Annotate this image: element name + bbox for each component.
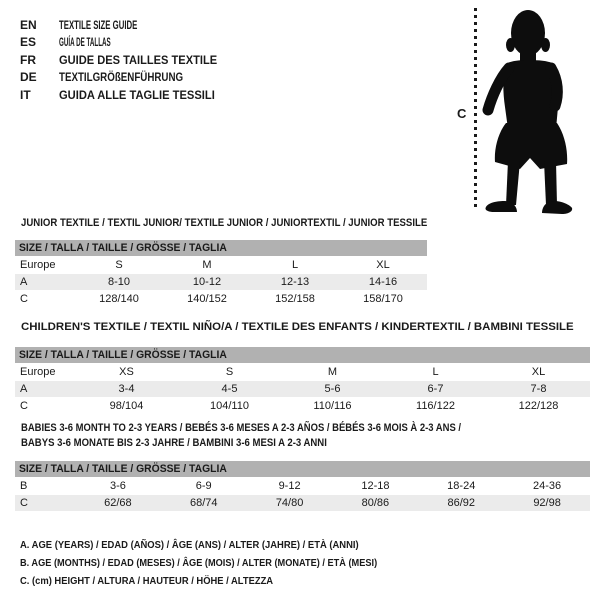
size-cell: 92/98 — [533, 497, 561, 509]
size-header-row — [15, 240, 427, 256]
size-cell: 6-9 — [195, 480, 212, 492]
height-measure-label: C — [457, 106, 467, 121]
size-cell: 110/116 — [313, 400, 352, 412]
legend-a-text: A. AGE (YEARS) / EDAD (AÑOS) / ÂGE (ANS) / ALTER (JAHRE) / ETÀ (ANNI) — [20, 539, 359, 551]
size-header-label: SIZE / TALLA / TAILLE / GRÖSSE / TAGLIA — [19, 349, 227, 361]
language-row-fr — [20, 52, 230, 69]
size-cell: 3-6 — [109, 480, 126, 492]
language-row-de — [20, 69, 230, 86]
table-row-a — [15, 274, 427, 290]
language-label: GUÍA DE TALLAS — [59, 35, 111, 50]
language-code: IT — [20, 87, 31, 102]
table-row-a — [15, 381, 590, 397]
junior-size-table — [15, 240, 427, 308]
baby-ear-left — [506, 38, 515, 52]
size-cell: XL — [531, 366, 546, 378]
babies-size-table — [15, 461, 590, 512]
size-cell: 116/122 — [416, 400, 455, 412]
children-section-title-text: CHILDREN'S TEXTILE / TEXTIL NIÑO/A / TEXTILE DES ENFANTS / KINDERTEXTIL / BAMBINI TESSILE — [21, 321, 574, 333]
size-cell: 5-6 — [324, 383, 341, 395]
legend-b-text: B. AGE (MONTHS) / EDAD (MESES) / ÂGE (MOIS) / ALTER (MONATE) / ETÀ (MESI) — [20, 557, 378, 569]
size-cell: 152/158 — [275, 293, 315, 305]
size-cell: 10-12 — [192, 276, 222, 288]
baby-neck — [520, 47, 536, 63]
size-cell: 18-24 — [447, 480, 476, 492]
size-cell: 9-12 — [278, 480, 301, 492]
size-cell: L — [291, 259, 299, 271]
babies-section-title-line1: BABIES 3-6 MONTH TO 2-3 YEARS / BEBÉS 3-6 MESES A 2-3 AÑOS / BÉBÉS 3-6 MOIS À 2-3 ANS / — [21, 422, 462, 434]
baby-foot-left — [485, 201, 517, 212]
size-cell: S — [225, 366, 234, 378]
size-cell: 4-5 — [221, 383, 238, 395]
size-cell: L — [432, 366, 439, 378]
children-section-title — [21, 320, 574, 335]
size-cell: 104/110 — [210, 400, 249, 412]
language-label: GUIDE DES TAILLES TEXTILE — [59, 52, 218, 67]
baby-head — [511, 10, 545, 56]
language-list — [20, 17, 230, 104]
size-cell: 12-18 — [361, 480, 390, 492]
baby-leg-right — [544, 161, 557, 205]
children-size-table — [15, 347, 590, 415]
size-header-label: SIZE / TALLA / TAILLE / GRÖSSE / TAGLIA — [19, 242, 227, 254]
row-label: Europe — [20, 366, 56, 378]
babies-section-title — [21, 421, 533, 451]
size-cell: M — [327, 366, 338, 378]
legend-c-text: C. (cm) HEIGHT / ALTURA / HAUTEUR / HÖHE / ALTEZZA — [20, 575, 274, 587]
size-cell: 62/68 — [104, 497, 132, 509]
size-cell: 128/140 — [99, 293, 139, 305]
baby-torso — [503, 60, 559, 129]
table-row-c — [15, 495, 590, 511]
size-cell: 80/86 — [361, 497, 390, 509]
table-row-europe — [15, 364, 590, 380]
table-row-europe — [15, 257, 427, 273]
measurement-legend — [20, 536, 427, 590]
row-label: C — [20, 400, 28, 412]
table-row-c — [15, 398, 590, 414]
language-label: GUIDA ALLE TAGLIE TESSILI — [59, 87, 215, 102]
language-code: FR — [20, 52, 36, 67]
language-row-it — [20, 87, 230, 104]
baby-ear-right — [541, 38, 550, 52]
baby-foot-right — [542, 201, 572, 214]
language-code: DE — [20, 70, 37, 85]
babies-section-title-line2: BABYS 3-6 MONATE BIS 2-3 JAHRE / BAMBINI 3-6 MESI A 2-3 ANNI — [21, 437, 327, 449]
baby-shorts — [495, 123, 567, 169]
language-code: EN — [20, 18, 37, 32]
row-label: A — [20, 383, 28, 395]
size-cell: 3-4 — [118, 383, 135, 395]
language-code: ES — [20, 35, 37, 50]
size-cell: XS — [119, 366, 134, 378]
baby-arm-right — [551, 68, 557, 106]
baby-leg-left — [506, 161, 520, 205]
size-cell: 68/74 — [189, 497, 218, 509]
size-cell: 86/92 — [447, 497, 475, 509]
size-cell: 12-13 — [280, 276, 310, 288]
legend-line-c — [20, 572, 427, 590]
language-row-es — [20, 34, 230, 51]
row-label: C — [20, 293, 28, 305]
row-label: A — [20, 276, 28, 288]
language-label: TEXTILGRÖßENFÜHRUNG — [59, 70, 184, 85]
size-cell: 7-8 — [530, 383, 547, 395]
legend-line-b — [20, 554, 427, 572]
size-cell: XL — [376, 259, 390, 271]
size-cell: 14-16 — [368, 276, 398, 288]
table-row-c — [15, 291, 427, 307]
size-cell: M — [202, 259, 212, 271]
height-measure-dotted-line — [474, 8, 477, 211]
junior-section-title-text: JUNIOR TEXTILE / TEXTIL JUNIOR/ TEXTILE JUNIOR / JUNIORTEXTIL / JUNIOR TESSILE — [21, 217, 428, 229]
size-cell: 122/128 — [518, 400, 559, 412]
row-label: Europe — [20, 259, 56, 271]
size-cell: S — [115, 259, 123, 271]
language-label: TEXTILE SIZE GUIDE — [59, 18, 138, 32]
row-label: B — [20, 480, 28, 492]
toddler-silhouette-image — [482, 5, 582, 215]
table-row-b — [15, 478, 590, 494]
size-cell: 158/170 — [363, 293, 403, 305]
size-cell: 24-36 — [533, 480, 562, 492]
size-header-row — [15, 461, 590, 477]
size-cell: 8-10 — [107, 276, 131, 288]
language-row-en — [20, 17, 230, 34]
legend-line-a — [20, 536, 427, 554]
size-cell: 6-7 — [427, 383, 444, 395]
size-cell: 140/152 — [187, 293, 227, 305]
junior-section-title — [21, 216, 486, 231]
size-header-label: SIZE / TALLA / TAILLE / GRÖSSE / TAGLIA — [19, 463, 227, 475]
row-label: C — [20, 497, 28, 509]
size-cell: 74/80 — [275, 497, 304, 509]
size-header-row — [15, 347, 590, 363]
size-cell: 98/104 — [109, 400, 144, 412]
baby-arm-left — [488, 68, 509, 110]
